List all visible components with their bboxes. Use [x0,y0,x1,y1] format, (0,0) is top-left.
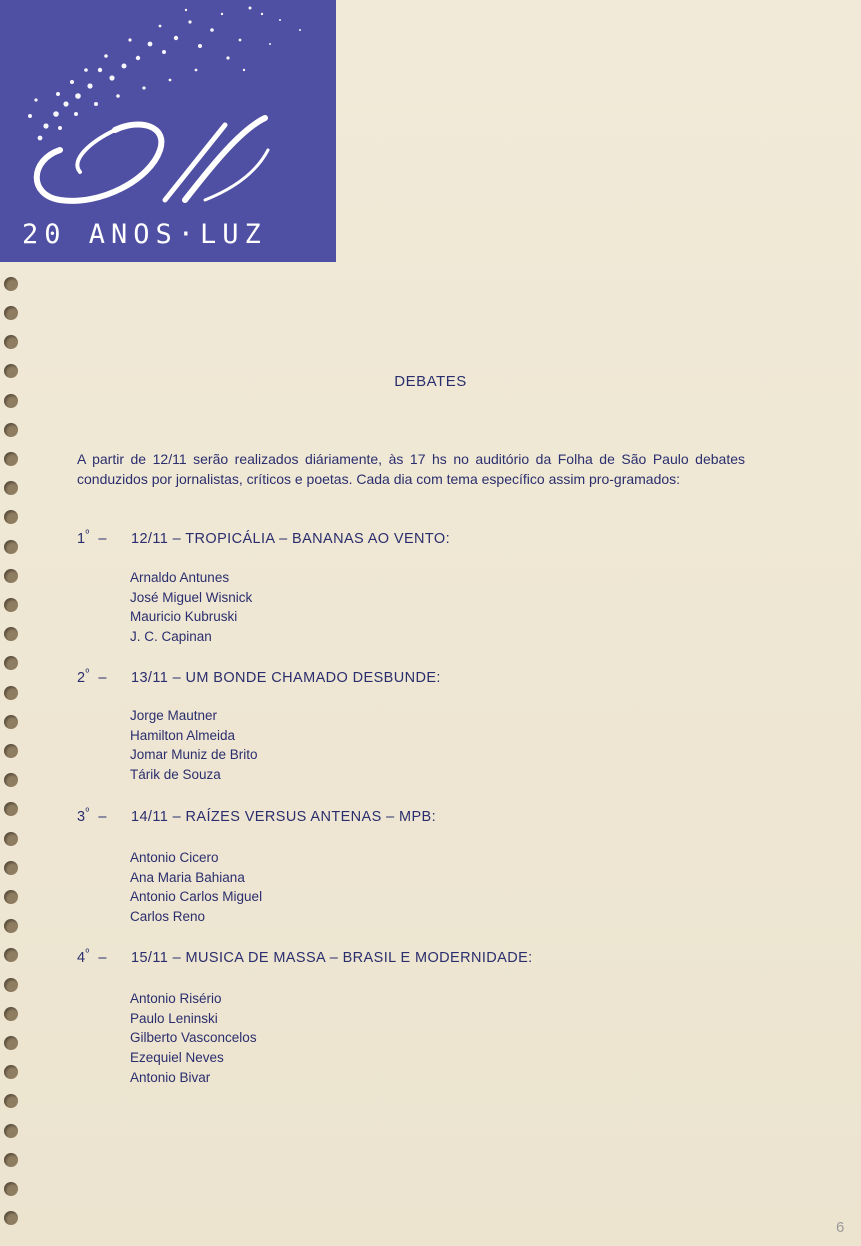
logo-20-anos-luz [0,0,336,262]
debate-title: 15/11 – MUSICA DE MASSA – BRASIL E MODERNIDADE: [131,949,533,966]
binding-hole [4,598,18,612]
page-title: DEBATES [394,373,467,390]
participant: Arnaldo Antunes [130,570,230,585]
debate-number: $3^º$ – [77,807,107,825]
binding-hole [4,948,18,962]
debate-2-participants [130,706,258,785]
debate-4-heading [77,948,533,966]
debate-title: 13/11 – UM BONDE CHAMADO DESBUNDE: [131,669,441,686]
participant: Mauricio Kubruski [130,609,238,625]
binding-hole [4,394,18,408]
binding-hole [4,540,18,554]
binding-hole [4,919,18,933]
binding-hole [4,1094,18,1108]
participant: Ezequiel Neves [130,1050,224,1066]
binding-hole [4,744,18,758]
participant: Tárik de Souza [130,767,221,783]
logo-text: 20 ANOS·LUZ [22,219,267,250]
binding-hole [4,335,18,349]
debate-1-participants [130,568,252,647]
debate-4-participants [130,989,257,1088]
participant: Ana Maria Bahiana [130,869,245,885]
binding-hole [4,306,18,320]
binding-hole [4,832,18,846]
binding-hole [4,1153,18,1167]
binding-hole [4,715,18,729]
debate-3-participants [130,848,262,927]
debate-1-heading [77,529,450,547]
participant: Jomar Muniz de Brito [130,747,258,763]
intro-paragraph: A partir de 12/11 serão realizados diáriamente, às 17 hs no auditório da Folha de São Paulo debates conduzidos por jornalistas, críticos e poetas. Cada dia com tema específico assim pro-gramados: [77,451,745,487]
binding-hole [4,481,18,495]
debate-2-heading [77,668,441,686]
binding-hole [4,1036,18,1050]
binding-hole [4,1211,18,1225]
participant: Hamilton Almeida [130,727,236,743]
binding-hole [4,1182,18,1196]
participant: Gilberto Vasconcelos [130,1030,257,1046]
binding-hole [4,1124,18,1138]
participant: Carlos Reno [130,909,206,925]
binding-hole [4,978,18,992]
participant: Jorge Mautner [130,708,218,723]
binding-hole [4,510,18,524]
participant: Paulo Leninski [130,1010,218,1026]
binding-hole [4,1007,18,1021]
binding-hole [4,656,18,670]
binding-hole [4,423,18,437]
binding-hole [4,890,18,904]
binding-hole [4,686,18,700]
binding-hole [4,861,18,875]
participant: Antonio Cicero [130,850,219,865]
debate-title: 12/11 – TROPICÁLIA – BANANAS AO VENTO: [131,530,451,547]
binding-hole [4,802,18,816]
participant: José Miguel Wisnick [130,589,253,605]
debate-number: $2^º$ – [77,668,107,686]
binding-hole [4,452,18,466]
participant: J. C. Capinan [130,629,212,645]
debate-number: $1^º$ – [77,529,107,547]
binding-hole [4,773,18,787]
binding-hole [4,277,18,291]
binding-hole [4,569,18,583]
debate-3-heading [77,807,436,825]
debate-number: $4^º$ – [77,948,107,966]
participant: Antonio Bivar [130,1069,211,1085]
participant: Antonio Carlos Miguel [130,889,263,905]
binding-hole [4,627,18,641]
binding-hole [4,1065,18,1079]
debate-title: 14/11 – RAÍZES VERSUS ANTENAS – MPB: [131,808,437,825]
participant: Antonio Risério [130,991,222,1006]
page-number: 6 [836,1219,845,1236]
